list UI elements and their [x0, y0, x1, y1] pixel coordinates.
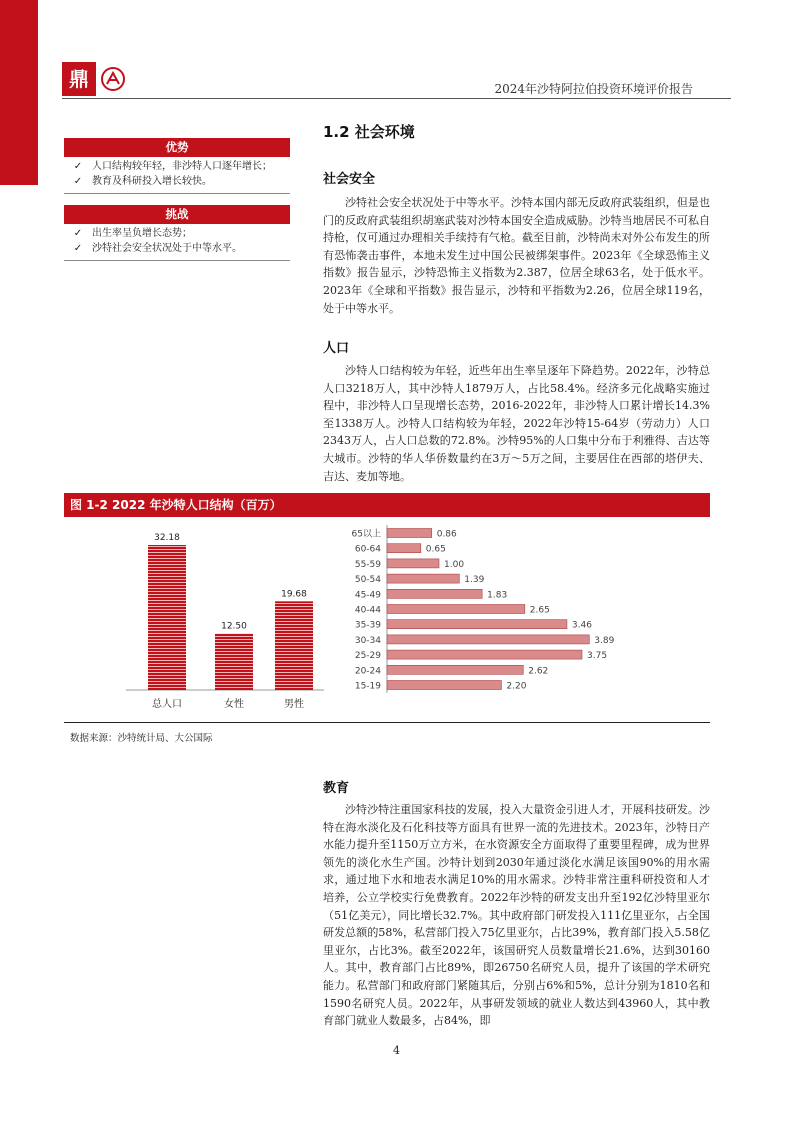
data-label-女性: 12.50 — [221, 621, 247, 632]
security-paragraph: 沙特社会安全状况处于中等水平。沙特本国内部无反政府武装组织，但是也门的反政府武装组织胡塞武装对沙特本国安全造成威胁。沙特当地居民不可私自持枪，仅可通过办理相关手续持有气枪。截至目前，沙特尚未对外公布发生的所有恐怖袭击事件，本地未发生过中国公民被绑架事件。2023年《全球恐怖主义指数》报告显示，沙特恐怖主义指数为2.387，位居全球63名，处于低水平。2023年《全球和平指数》报告显示，沙特和平指数为2.26，位居全球119名，处于中等水平。 — [323, 196, 710, 315]
tick-label-总人口: 总人口 — [152, 699, 182, 710]
check-icon: ✓ — [73, 243, 83, 254]
figure-source: 数据来源：沙特统计局、大公国际 — [70, 733, 213, 744]
advantages-list — [64, 157, 290, 194]
education-paragraph: 沙特沙特注重国家科技的发展，投入大量资金引进人才，开展科技研发。沙特在海水淡化及石化科技等方面具有世界一流的先进技术。2023年，沙特日产水能力提升至1150万立方米，在水资源安全方面取得了重要里程碑，成为世界领先的淡化水生产国。沙特计划到2030年通过淡化水满足该国90%的用水需求，通过地下水和地表水满足10%的用水需求。沙特非常注重科研投资和人才培养，公立学校实行免费教育。2022年沙特的研发支出升至192亿沙特里亚尔（51亿美元），同比增长32.7%。其中政府部门研发投入111亿里亚尔，占全国研发总额的58%，私营部门投入75亿里亚尔，占比39%，教育部门投入5.58亿里亚尔，占比3%。截至2022年，该国研究人员数量增长21.6%，达到30160人。其中，教育部门占比89%，即26750名研究人员，提升了该国的学术研究能力。私营部门和政府部门紧随其后，分别占6%和5%，总计分别为1810名和1590名研究人员。2022年，从事研发领域的就业人数达到43960人，其中教育部门就业人数最多，占84%，即 — [323, 803, 710, 1028]
tick-label-男性: 男性 — [284, 699, 304, 710]
tick-label-50-54: 50-54 — [354, 575, 381, 586]
figure-title: 图 1-2 2022 年沙特人口结构（百万） — [64, 493, 710, 517]
tick-label-女性: 女性 — [224, 699, 244, 710]
data-label-总人口: 32.18 — [154, 533, 180, 543]
education-heading: 教育 — [323, 781, 350, 796]
data-label-25-29: 3.75 — [587, 651, 608, 662]
check-icon: ✓ — [73, 176, 83, 187]
bar-总人口 — [148, 545, 186, 690]
hbar-45-49 — [387, 589, 482, 598]
brand-logo — [62, 62, 126, 96]
challenges-list — [64, 224, 290, 261]
population-chart — [64, 517, 710, 722]
challenges-box — [64, 205, 290, 261]
bar-男性 — [275, 601, 313, 690]
hbar-40-44 — [387, 605, 525, 614]
hbar-65以上 — [387, 529, 432, 538]
logo-mark: 鼎 — [62, 62, 96, 96]
hbar-50-54 — [387, 574, 459, 583]
security-heading: 社会安全 — [323, 172, 376, 187]
data-label-65以上: 0.86 — [436, 529, 457, 540]
tick-label-35-39: 35-39 — [354, 620, 381, 631]
page-number: 4 — [393, 1044, 400, 1057]
data-label-20-24: 2.62 — [528, 666, 549, 677]
list-item: ✓ 出生率呈负增长态势； — [64, 226, 290, 241]
hbar-55-59 — [387, 559, 439, 568]
section-title: 1.2 社会环境 — [323, 123, 415, 141]
bar-女性 — [215, 634, 253, 690]
hbar-20-24 — [387, 665, 523, 674]
data-label-35-39: 3.46 — [571, 620, 592, 631]
tick-label-25-29: 25-29 — [354, 651, 381, 662]
tick-label-40-44: 40-44 — [354, 605, 381, 616]
advantages-title: 优势 — [64, 138, 290, 157]
tick-label-20-24: 20-24 — [354, 666, 381, 677]
hbar-25-29 — [387, 650, 582, 659]
hbar-30-34 — [387, 635, 589, 644]
challenges-title: 挑战 — [64, 205, 290, 224]
data-label-男性: 19.68 — [281, 589, 307, 600]
hbar-60-64 — [387, 544, 421, 553]
tick-label-60-64: 60-64 — [354, 544, 381, 555]
list-item: ✓ 教育及科研投入增长较快。 — [64, 174, 290, 189]
data-label-45-49: 1.83 — [487, 590, 508, 601]
check-icon: ✓ — [73, 228, 83, 239]
tick-label-55-59: 55-59 — [354, 559, 381, 570]
data-label-50-54: 1.39 — [464, 575, 485, 586]
check-icon: ✓ — [73, 161, 83, 172]
data-label-60-64: 0.65 — [425, 544, 446, 555]
logo-emblem-icon — [100, 66, 126, 92]
data-label-15-19: 2.20 — [506, 681, 527, 692]
population-paragraph: 沙特人口结构较为年轻，近些年出生率呈逐年下降趋势。2022年，沙特总人口3218万人，其中沙特人1879万人，占比58.4%。经济多元化战略实施过程中，非沙特人口呈现增长态势，2016-2022年，非沙特人口累计增长14.3%至1338万人。沙特人口结构较为年轻，2022年沙特15-64岁（劳动力）人口2343万人，占人口总数的72.8%。沙特95%的人口集中分布于利雅得、吉达等大城市。沙特的华人华侨数量约在3万～5万之间，主要居住在西部的塔伊夫、吉达、麦加等地。 — [323, 364, 710, 483]
hbar-35-39 — [387, 620, 567, 629]
population-heading: 人口 — [323, 341, 350, 356]
tick-label-15-19: 15-19 — [354, 681, 381, 692]
list-item: ✓ 人口结构较年轻，非沙特人口逐年增长； — [64, 159, 290, 174]
list-item: ✓ 沙特社会安全状况处于中等水平。 — [64, 241, 290, 256]
data-label-40-44: 2.65 — [529, 605, 550, 616]
data-label-55-59: 1.00 — [444, 559, 465, 570]
data-label-30-34: 3.89 — [594, 635, 615, 646]
tick-label-45-49: 45-49 — [354, 590, 381, 601]
advantages-box — [64, 138, 290, 194]
hbar-15-19 — [387, 681, 501, 690]
figure-bottom-rule — [64, 722, 710, 723]
tick-label-30-34: 30-34 — [354, 635, 381, 646]
population-chart-svg — [64, 517, 710, 722]
header-divider — [62, 98, 731, 99]
tick-label-65以上: 65以上 — [351, 529, 381, 540]
header-red-bar — [0, 0, 38, 185]
report-title: 2024年沙特阿拉伯投资环境评价报告 — [494, 82, 693, 96]
